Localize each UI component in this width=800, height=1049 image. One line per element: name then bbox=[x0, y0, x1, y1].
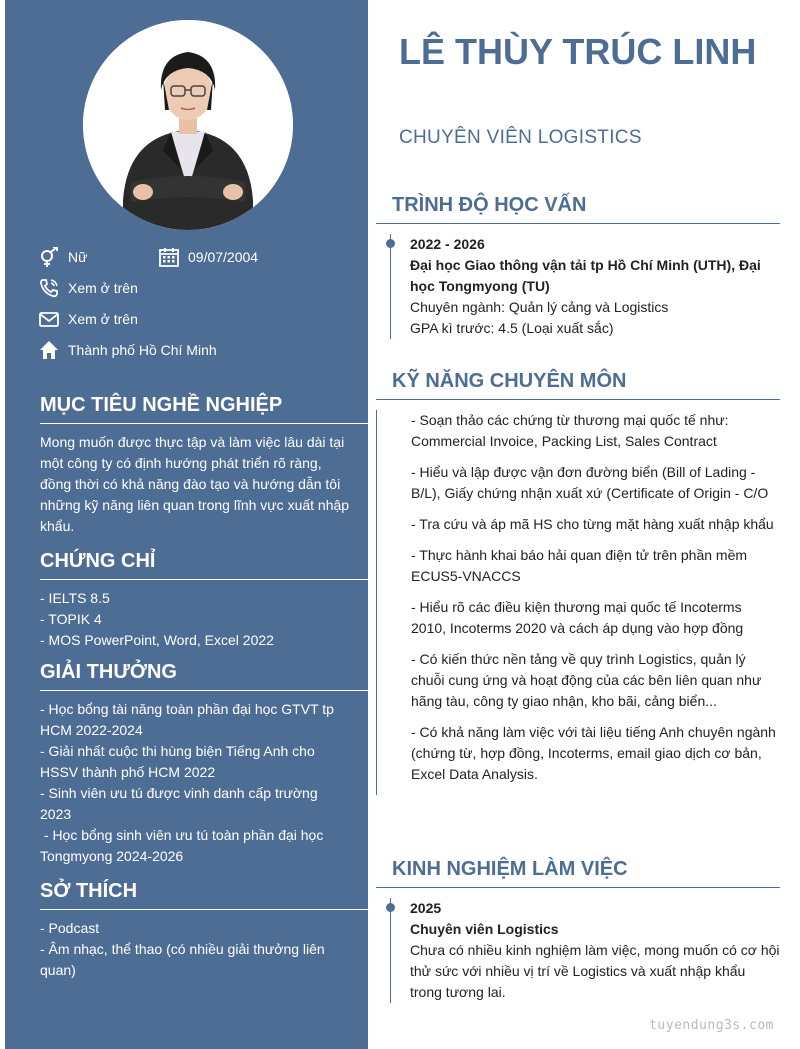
experience-position: Chuyên viên Logistics bbox=[410, 921, 559, 937]
hobby-item: - Âm nhạc, thể thao (có nhiều giải thưởng liên quan) bbox=[40, 941, 325, 978]
education-title: TRÌNH ĐỘ HỌC VẤN bbox=[376, 194, 780, 224]
award-item: - Sinh viên ưu tú được vinh danh cấp trường 2023 bbox=[40, 785, 318, 822]
birthdate-row bbox=[158, 246, 258, 268]
hobbies-section bbox=[40, 880, 373, 981]
gender-icon bbox=[38, 246, 60, 268]
certificate-item: - TOPIK 4 bbox=[40, 611, 102, 627]
gender-row bbox=[38, 246, 87, 268]
birthdate-value: 09/07/2004 bbox=[188, 249, 259, 265]
main-content bbox=[368, 0, 800, 1049]
phone-row bbox=[38, 277, 138, 299]
address-row bbox=[38, 339, 217, 361]
skill-item: - Soạn thảo các chứng từ thương mại quốc tế như: Commercial Invoice, Packing List, Sales Contract bbox=[411, 412, 729, 449]
email-icon bbox=[38, 308, 60, 330]
award-item: - Giải nhất cuộc thi hùng biện Tiếng Anh cho HSSV thành phố HCM 2022 bbox=[40, 743, 315, 780]
certificate-item: - IELTS 8.5 bbox=[40, 590, 110, 606]
calendar-icon bbox=[158, 246, 180, 268]
certificate-item: - MOS PowerPoint, Word, Excel 2022 bbox=[40, 632, 274, 648]
skills-title: KỸ NĂNG CHUYÊN MÔN bbox=[376, 370, 780, 400]
objective-title: MỤC TIÊU NGHỀ NGHIỆP bbox=[40, 394, 373, 424]
education-timeline bbox=[390, 234, 780, 339]
hobby-item: - Podcast bbox=[40, 920, 100, 936]
awards-section bbox=[40, 661, 373, 867]
certificates-title: CHỨNG CHỈ bbox=[40, 550, 373, 580]
gender-value: Nữ bbox=[68, 249, 88, 265]
education-major: Chuyên ngành: Quản lý cảng và Logistics bbox=[410, 299, 669, 315]
experience-timeline bbox=[390, 898, 780, 1003]
skill-item: - Có khả năng làm việc với tài liệu tiếng Anh chuyên ngành (chứng từ, hợp đồng, Incoterms, email giao dịch cơ bản, Excel Data Analysis. bbox=[411, 724, 776, 782]
education-school: Đại học Giao thông vận tải tp Hồ Chí Minh (UTH), Đại học Tongmyong (TU) bbox=[410, 257, 761, 294]
award-item: - Học bổng sinh viên ưu tú toàn phần đại học Tongmyong 2024-2026 bbox=[40, 827, 327, 864]
candidate-role: CHUYÊN VIÊN LOGISTICS bbox=[399, 127, 642, 148]
phone-icon bbox=[38, 277, 60, 299]
home-icon bbox=[38, 339, 60, 361]
watermark: tuyendung3s.com bbox=[649, 1018, 774, 1033]
experience-description: Chưa có nhiều kinh nghiệm làm việc, mong muốn có cơ hội thử sức với nhiều vị trí về Logistics và xuất nhập khẩu trong tương lai. bbox=[410, 942, 780, 1000]
skill-item: - Hiểu và lập được vận đơn đường biển (Bill of Lading - B/L), Giấy chứng nhận xuất xứ (Certificate of Origin - C/O bbox=[411, 464, 769, 501]
skill-item: - Thực hành khai báo hải quan điện tử trên phần mềm ECUS5-VNACCS bbox=[411, 547, 748, 584]
experience-year: 2025 bbox=[410, 900, 442, 916]
timeline-dot bbox=[386, 239, 395, 248]
education-period: 2022 - 2026 bbox=[410, 236, 485, 252]
objective-text: Mong muốn được thực tập và làm việc lâu dài tại một công ty có định hướng phát triển rõ ràng, đồng thời có khả năng đào tạo và hướng dẫn tôi những kỹ năng liên quan trong lĩnh vực xuất nhập khẩu. bbox=[40, 434, 350, 534]
profile-photo bbox=[83, 20, 293, 230]
email-row bbox=[38, 308, 138, 330]
skill-item: - Tra cứu và áp mã HS cho từng mặt hàng xuất nhập khẩu bbox=[411, 516, 774, 532]
certificates-section bbox=[40, 550, 373, 651]
portrait-image bbox=[83, 20, 293, 230]
sidebar bbox=[5, 0, 368, 1049]
candidate-name: LÊ THÙY TRÚC LINH bbox=[399, 31, 757, 72]
objective-section bbox=[40, 394, 373, 537]
skills-list bbox=[376, 410, 776, 795]
phone-value: Xem ở trên bbox=[68, 280, 138, 296]
skill-item: - Có kiến thức nền tảng về quy trình Logistics, quản lý chuỗi cung ứng và hoạt động của các bên liên quan như hãng tàu, công ty giao nhận, kho bãi, cảng biển... bbox=[411, 651, 762, 709]
email-value: Xem ở trên bbox=[68, 311, 138, 327]
award-item: - Học bổng tài năng toàn phần đại học GTVT tp HCM 2022-2024 bbox=[40, 701, 334, 738]
experience-title: KINH NGHIỆM LÀM VIỆC bbox=[376, 858, 780, 888]
timeline-dot bbox=[386, 903, 395, 912]
address-value: Thành phố Hồ Chí Minh bbox=[68, 342, 217, 358]
education-gpa: GPA kì trước: 4.5 (Loại xuất sắc) bbox=[410, 320, 614, 336]
hobbies-title: SỞ THÍCH bbox=[40, 880, 373, 910]
skill-item: - Hiểu rõ các điều kiện thương mại quốc tế Incoterms 2010, Incoterms 2020 và cách áp dụng vào hợp đồng bbox=[411, 599, 744, 636]
awards-title: GIẢI THƯỞNG bbox=[40, 661, 373, 691]
